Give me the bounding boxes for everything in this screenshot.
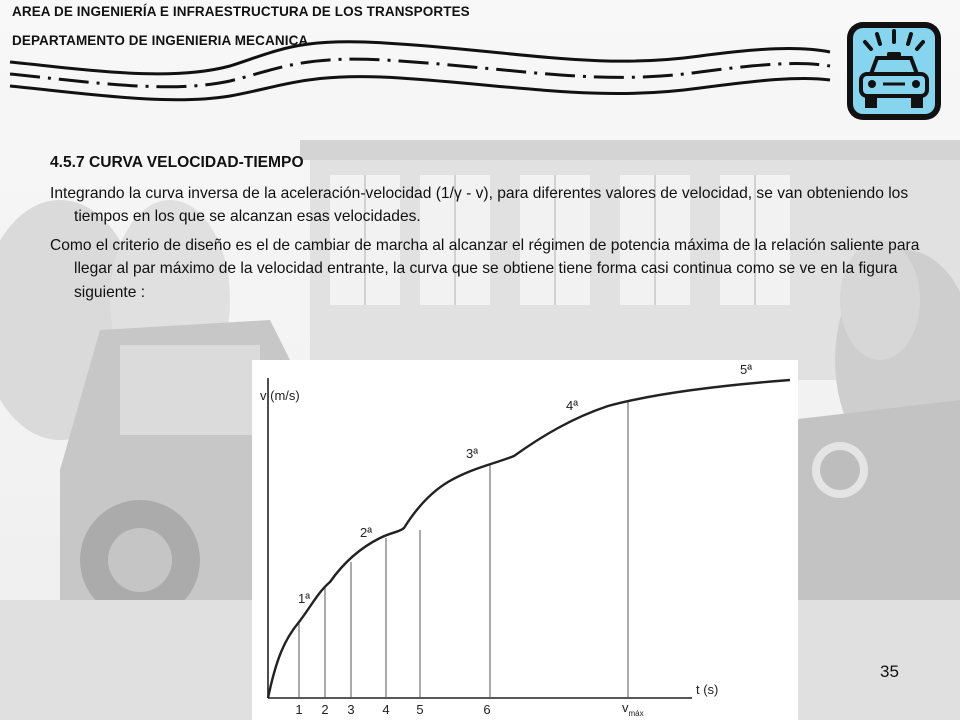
tick-label-4: 4	[382, 702, 390, 717]
tick-label-6: 6	[483, 702, 491, 717]
tick-label-5: 5	[416, 702, 424, 717]
tick-label-1: 1	[295, 702, 303, 717]
header-area-title: AREA DE INGENIERÍA E INFRAESTRUCTURA DE LOS TRANSPORTES	[12, 4, 470, 19]
paragraph-design-criterion: Como el criterio de diseño es el de cambiar de marcha al alcanzar el régimen de potencia máxima de la relación saliente para llegar al par máximo de la velocidad entrante, la curva que se obtiene tiene forma casi continua como se ve en la figura siguiente :	[50, 236, 920, 301]
y-axis-label: v (m/s)	[260, 388, 300, 403]
road-decoration	[0, 30, 840, 120]
figure-background	[252, 360, 798, 720]
tick-label-2: 2	[321, 702, 329, 717]
gear-label-4: 4ª	[566, 398, 579, 413]
gear-label-5: 5ª	[740, 362, 753, 377]
section-title: 4.5.7 CURVA VELOCIDAD-TIEMPO	[50, 154, 304, 171]
gear-label-1: 1ª	[298, 591, 311, 606]
gear-label-3: 3ª	[466, 446, 479, 461]
paragraph-integration: Integrando la curva inversa de la aceleración-velocidad (1/γ - v), para diferentes valores de velocidad, se van obteniendo los tiempos en los que se alcanzan esas velocidades.	[50, 184, 909, 225]
page-number: 35	[880, 662, 899, 681]
car-warning-icon	[843, 18, 945, 124]
tick-label-3: 3	[347, 702, 355, 717]
main-content	[50, 151, 955, 309]
tick-label-vmax-sub: máx	[628, 709, 644, 718]
x-axis-label: t (s)	[696, 682, 719, 697]
gear-label-2: 2ª	[360, 525, 373, 540]
header-department-title: DEPARTAMENTO DE INGENIERIA MECANICA	[12, 33, 309, 48]
velocity-time-figure	[252, 360, 798, 720]
tick-label-vmax: $v_{máx}$	[622, 700, 644, 718]
